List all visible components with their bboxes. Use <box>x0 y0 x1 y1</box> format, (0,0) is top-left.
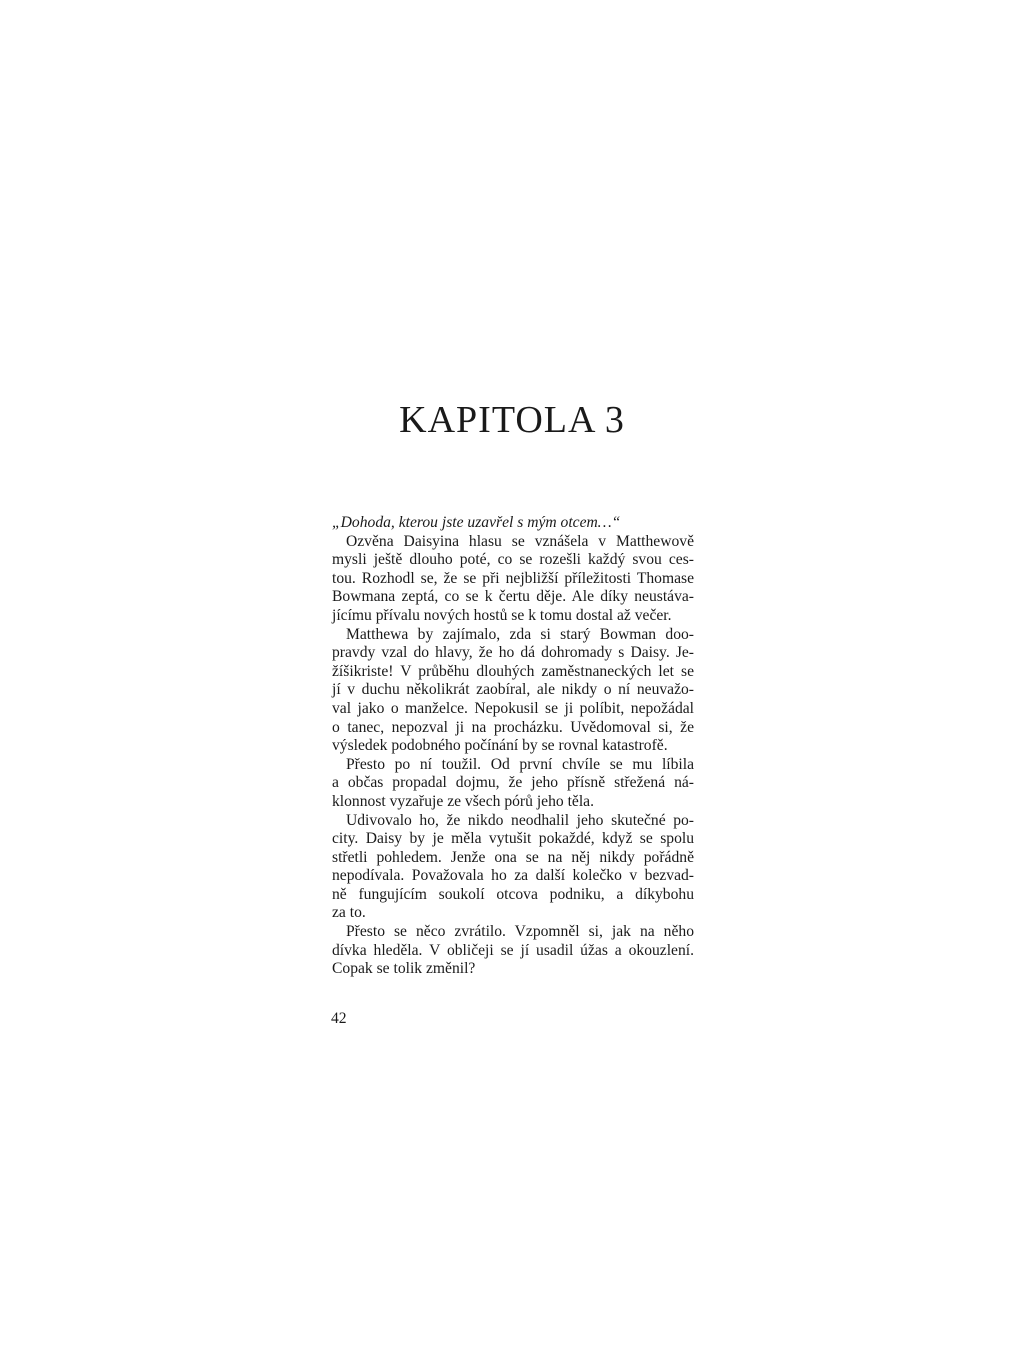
paragraph <box>332 756 694 812</box>
text-line: dívka hleděla. V obličeji se jí usadil úžas a okouzlení. <box>332 941 694 959</box>
text-line: Přesto se něco zvrátilo. Vzpomněl si, jak na něho <box>346 923 694 941</box>
page-number: 42 <box>331 1010 347 1027</box>
text-line: výsledek podobného počínání by se rovnal katastrofě. <box>332 737 668 755</box>
text-line: Matthewa by zajímalo, zda si starý Bowman doo- <box>346 625 694 643</box>
text-line: o tanec, nepozval ji na procházku. Uvědomoval si, že <box>332 718 694 736</box>
text-line: žíšikriste! V průběhu dlouhých zaměstnaneckých let se <box>332 662 694 680</box>
paragraph <box>332 626 694 756</box>
text-line: jí v duchu několikrát zaobíral, ale nikdy o ní neuvažo- <box>332 681 694 699</box>
text-line: klonnost vyzařuje ze všech pórů jeho těla. <box>332 792 594 810</box>
text-line: pravdy vzal do hlavy, že ho dá dohromady s Daisy. Je- <box>332 644 694 662</box>
text-line: a občas propadal dojmu, že jeho přísně střežená ná- <box>332 774 694 792</box>
text-line: city. Daisy by je měla vytušit pokaždé, když se spolu <box>332 830 694 848</box>
text-line: střetli pohledem. Jenže ona se na něj nikdy pořádně <box>332 848 694 866</box>
paragraph <box>332 533 694 626</box>
text-line: tou. Rozhodl se, že se při nejbližší příležitosti Thomase <box>332 569 694 587</box>
text-line: Přesto po ní toužil. Od první chvíle se mu líbila <box>346 755 694 773</box>
paragraph <box>332 812 694 924</box>
text-line: val jako o manželce. Nepokusil se ji políbit, nepožádal <box>332 699 694 717</box>
text-line: Copak se tolik změnil? <box>332 960 476 978</box>
paragraph <box>332 923 694 979</box>
text-line: mysli ještě dlouho poté, co se rozešli každý svou ces- <box>332 551 694 569</box>
body-text <box>332 514 694 979</box>
text-line: „Dohoda, kterou jste uzavřel s mým otcem…“ <box>332 514 621 531</box>
text-line: nepodívala. Považovala ho za další kolečko v bezvad- <box>332 867 694 885</box>
chapter-title: KAPITOLA 3 <box>399 399 625 441</box>
text-line: Bowmana zeptá, co se k čertu děje. Ale díky neustáva- <box>332 588 694 606</box>
text-line: Ozvěna Daisyina hlasu se vznášela v Matthewově <box>346 532 694 550</box>
paragraph-epigraph <box>332 514 694 533</box>
text-line: ně fungujícím soukolí otcova podniku, a díkybohu <box>332 885 694 903</box>
text-line: Udivovalo ho, že nikdo neodhalil jeho skutečné po- <box>346 811 694 829</box>
text-line: za to. <box>332 904 366 922</box>
text-line: jícímu přívalu nových hostů se k tomu dostal až večer. <box>332 606 672 624</box>
